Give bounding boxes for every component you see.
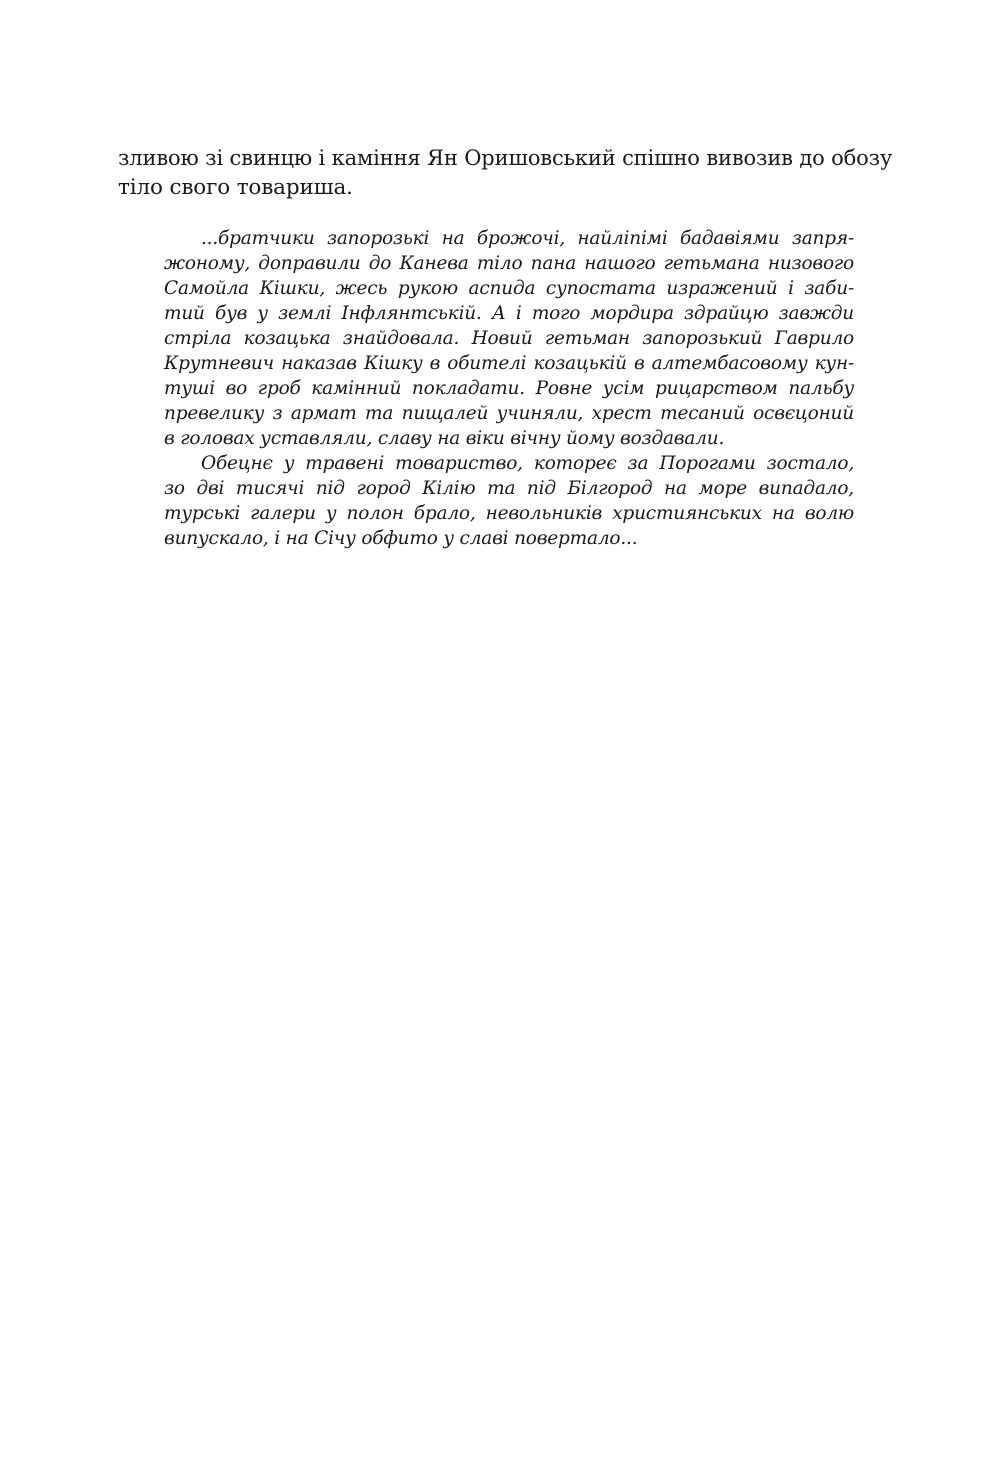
quote-line: туші во гроб камінний покладати. Ровне усім рицарством пальбу: [164, 378, 854, 399]
quote-line: зо дві тисячі під город Кілію та під Білгород на море випадало,: [164, 478, 854, 499]
quote-line: жоному, доправили до Канева тіло пана нашого гетьмана низового: [164, 253, 854, 274]
quote-line: стріла козацька знайдовала. Новий гетьман запорозький Гаврило: [164, 328, 854, 349]
quote-line: турські галери у полон брало, невольників християнських на волю: [164, 503, 854, 524]
quote-line: Самойла Кішки, жесь рукою аспида супостата изражений і заби-: [164, 278, 854, 299]
body-line: тіло свого товариша.: [118, 175, 353, 200]
body-line: зливою зі свинцю і каміння Ян Оришовський спішно вивозив до обозу: [118, 146, 893, 170]
body-paragraph: [118, 144, 898, 202]
quote-line: в головах уставляли, славу на віки вічну йому воздавали.: [164, 428, 725, 449]
quote-line: Крутневич наказав Кішку в обителі козацькій в алтембасовому кун-: [164, 353, 854, 374]
quote-line: ...братчики запорозькі на брожочі, найліпімі бадавіями запря-: [201, 228, 854, 249]
quote-line: тий був у землі Інфлянтській. А і того мордира здрайцю завжди: [164, 303, 854, 324]
quote-line: Обецнє у травені товариство, котореє за Порогами зостало,: [201, 453, 854, 474]
quote-line: превелику з армат та пищалей учиняли, хрест тесаний освєцоний: [164, 403, 854, 424]
quote-line: випускало, і на Січу обфито у славі повертало...: [164, 528, 638, 549]
quoted-chronicle: [164, 226, 854, 551]
